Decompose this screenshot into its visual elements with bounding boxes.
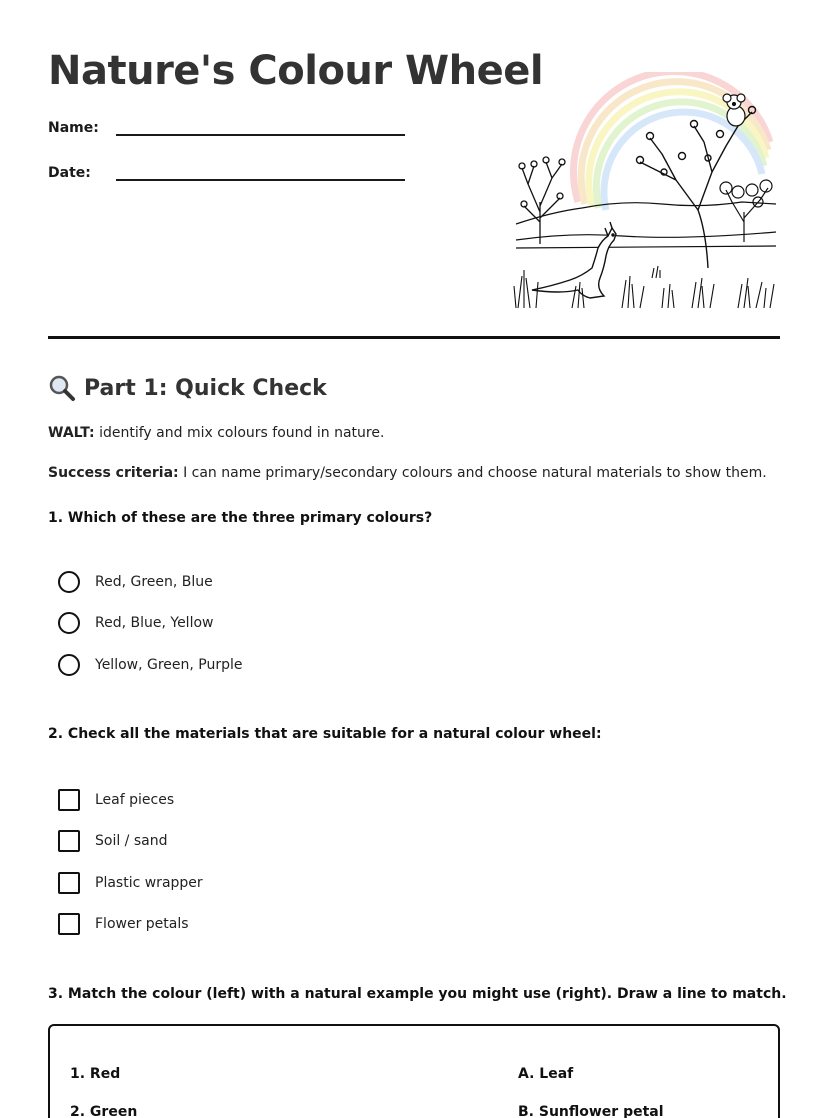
q1-option-3[interactable] bbox=[58, 654, 243, 676]
question-1: 1. Which of these are the three primary colours? bbox=[48, 510, 433, 526]
date-label: Date: bbox=[48, 165, 91, 181]
worksheet-title: Nature's Colour Wheel bbox=[48, 48, 544, 94]
walt-statement bbox=[48, 425, 384, 441]
question-2: 2. Check all the materials that are suitable for a natural colour wheel: bbox=[48, 726, 602, 742]
match-right-item[interactable]: A. Leaf bbox=[518, 1066, 574, 1082]
option-label: Flower petals bbox=[95, 916, 189, 932]
match-left-item[interactable]: 2. Green bbox=[70, 1104, 138, 1118]
criteria-text: I can name primary/secondary colours and choose natural materials to show them. bbox=[178, 465, 767, 481]
name-write-line[interactable] bbox=[116, 118, 405, 136]
date-field bbox=[48, 163, 405, 181]
name-label: Name: bbox=[48, 120, 99, 136]
success-criteria bbox=[48, 465, 767, 481]
q1-option-2[interactable] bbox=[58, 612, 213, 634]
part1-heading bbox=[48, 374, 327, 402]
landscape-illustration bbox=[512, 72, 780, 312]
option-label: Plastic wrapper bbox=[95, 875, 203, 891]
matching-box[interactable] bbox=[48, 1024, 780, 1118]
date-write-line[interactable] bbox=[116, 163, 405, 181]
checkbox[interactable] bbox=[58, 913, 80, 935]
magnifier-icon bbox=[48, 374, 76, 402]
hills bbox=[516, 202, 776, 248]
question-3: 3. Match the colour (left) with a natural example you might use (right). Draw a line to match. bbox=[48, 986, 787, 1002]
q1-option-1[interactable] bbox=[58, 571, 213, 593]
kangaroo-icon bbox=[532, 222, 616, 298]
checkbox[interactable] bbox=[58, 830, 80, 852]
checkbox[interactable] bbox=[58, 872, 80, 894]
small-tree-icon bbox=[519, 157, 565, 244]
name-field bbox=[48, 118, 405, 136]
q2-option-2[interactable] bbox=[58, 830, 167, 852]
radio-button[interactable] bbox=[58, 612, 80, 634]
radio-button[interactable] bbox=[58, 571, 80, 593]
option-label: Soil / sand bbox=[95, 833, 168, 849]
section-divider bbox=[48, 336, 780, 339]
radio-button[interactable] bbox=[58, 654, 80, 676]
criteria-label: Success criteria: bbox=[48, 465, 179, 481]
walt-label: WALT: bbox=[48, 425, 95, 441]
q2-option-3[interactable] bbox=[58, 872, 203, 894]
match-right-item[interactable]: B. Sunflower petal bbox=[518, 1104, 664, 1118]
q2-option-1[interactable] bbox=[58, 789, 174, 811]
match-left-item[interactable]: 1. Red bbox=[70, 1066, 121, 1082]
option-label: Yellow, Green, Purple bbox=[95, 657, 243, 673]
q2-option-4[interactable] bbox=[58, 913, 189, 935]
part1-title: Part 1: Quick Check bbox=[84, 375, 327, 401]
gum-tree-icon bbox=[637, 103, 756, 269]
rainbow-icon bbox=[573, 72, 770, 210]
option-label: Leaf pieces bbox=[95, 792, 175, 808]
option-label: Red, Green, Blue bbox=[95, 574, 213, 590]
walt-text: identify and mix colours found in nature. bbox=[94, 425, 385, 441]
option-label: Red, Blue, Yellow bbox=[95, 615, 214, 631]
checkbox[interactable] bbox=[58, 789, 80, 811]
